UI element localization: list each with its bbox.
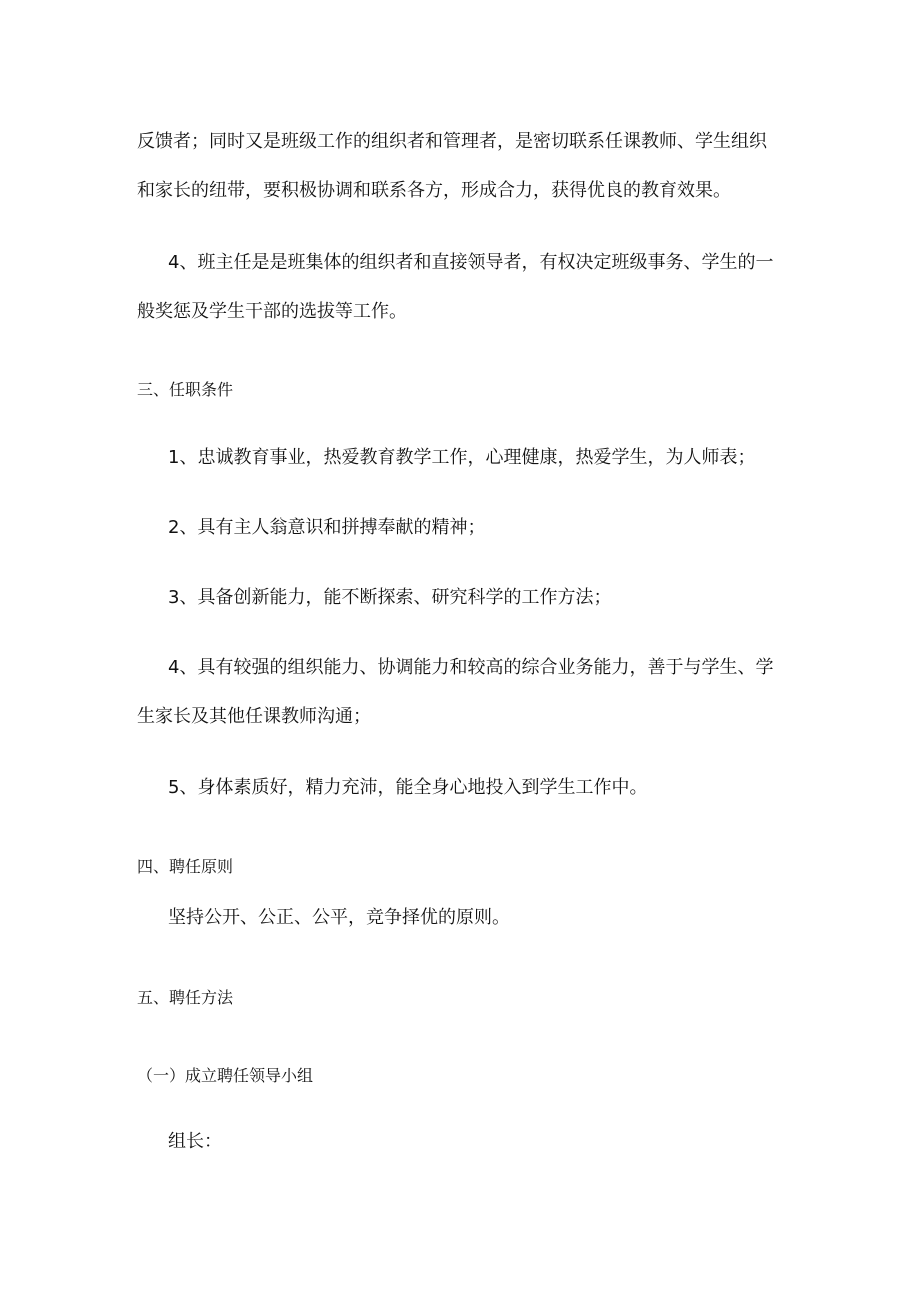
subsection-heading: （一）成立聘任领导小组 [137, 1066, 314, 1085]
section-heading: 四、聘任原则 [137, 857, 234, 876]
paragraph-line: 般奖惩及学生干部的选拔等工作。 [137, 301, 407, 322]
list-item: 5、身体素质好，精力充沛，能全身心地投入到学生工作中。 [168, 777, 648, 798]
paragraph-line: 坚持公开、公正、公平，竞争择优的原则。 [168, 907, 510, 928]
paragraph-line: 和家长的纽带，要积极协调和联系各方，形成合力，获得优良的教育效果。 [137, 180, 731, 201]
list-item: 2、具有主人翁意识和拼搏奉献的精神； [168, 517, 486, 538]
section-heading: 五、聘任方法 [137, 988, 234, 1007]
list-item-continuation: 生家长及其他任课教师沟通； [137, 706, 371, 727]
list-item: 3、具备创新能力，能不断探索、研究科学的工作方法； [168, 587, 612, 608]
list-item: 4、具有较强的组织能力、协调能力和较高的综合业务能力，善于与学生、学 [168, 657, 774, 678]
list-item: 1、忠诚教育事业，热爱教育教学工作，心理健康，热爱学生，为人师表； [168, 447, 756, 468]
section-heading: 三、任职条件 [137, 380, 234, 399]
paragraph-line: 反馈者；同时又是班级工作的组织者和管理者，是密切联系任课教师、学生组织 [137, 131, 767, 152]
paragraph-line: 4、班主任是是班集体的组织者和直接领导者，有权决定班级事务、学生的一 [168, 252, 774, 273]
paragraph-line: 组长： [168, 1131, 222, 1152]
